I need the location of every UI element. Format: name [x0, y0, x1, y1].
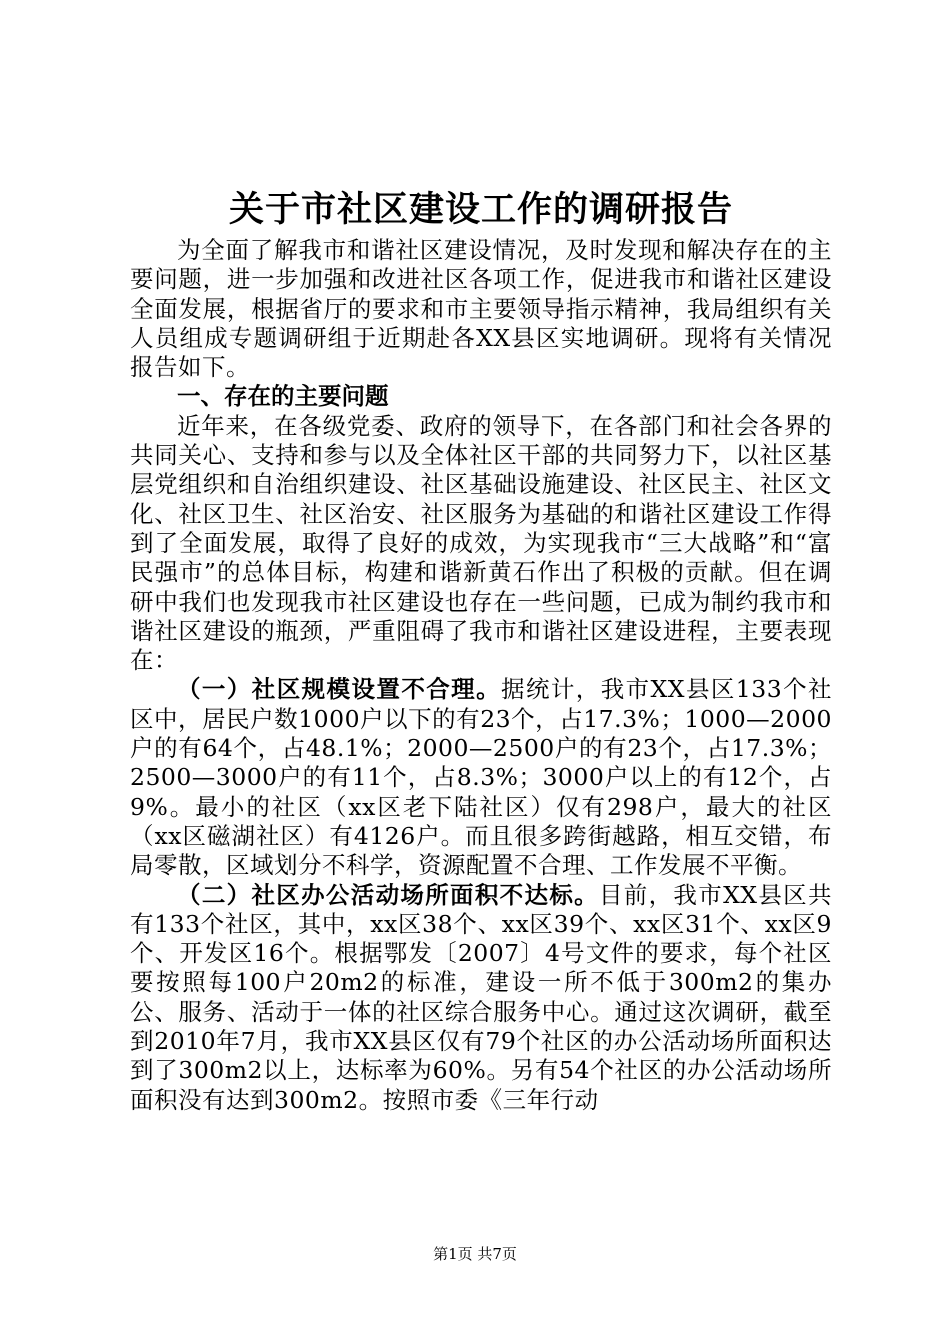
document-title: 关于市社区建设工作的调研报告 — [228, 189, 733, 230]
section-paragraph: 近年来，在各级党委、政府的领导下，在各部门和社会各界的共同关心、支持和参与以及全体社区干部的共同努力下，以社区基层党组织和自治组织建设、社区基础设施建设、社区民主、社区文化、社区卫生、社区治安、社区服务为基础的和谐社区建设工作得到了全面发展，取得了良好的成效，为实现我市“三大战略”和“富民强市”的总体目标，构建和谐新黄石作出了积极的贡献。但在调研中我们也发现我市社区建设也存在一些问题，已成为制约我市和谐社区建设的瓶颈，严重阻碍了我市和谐社区建设进程，主要表现在： — [130, 411, 832, 675]
item-paragraph-1 — [130, 675, 832, 880]
item-1-lead: （一）社区规模设置不合理。 — [177, 675, 502, 704]
item-2-text: 目前，我市XX县区共有133个社区，其中，xx区38个、xx区39个、xx区31个、xx区9个、开发区16个。根据鄂发〔2007〕4号文件的要求，每个社区要按照每100户20m2的标准，建设一所不低于300m2的集办公、服务、活动于一体的社区综合服务中心。通过这次调研，截至到2010年7月，我市XX县区仅有79个社区的办公活动场所面积达到了300m2以上，达标率为60%。另有54个社区的办公活动场所面积没有达到300m2。按照市委《三年行动 — [130, 880, 832, 1114]
page-footer: 第1页 共7页 — [433, 1245, 517, 1263]
item-paragraph-2 — [130, 881, 832, 1115]
item-2-lead: （二）社区办公活动场所面积不达标。 — [177, 880, 599, 909]
intro-paragraph: 为全面了解我市和谐社区建设情况，及时发现和解决存在的主要问题，进一步加强和改进社区各项工作，促进我市和谐社区建设全面发展，根据省厅的要求和市主要领导指示精神，我局组织有关人员组成专题调研组于近期赴各XX县区实地调研。现将有关情况报告如下。 — [130, 236, 832, 382]
document-page — [130, 186, 832, 1115]
item-1-text: 据统计，我市XX县区133个社区中，居民户数1000户以下的有23个，占17.3%；1000—2000户的有64个，占48.1%；2000—2500户的有23个，占17.3%；2500—3000户的有11个，占8.3%；3000户以上的有12个，占9%。最小的社区（xx区老下陆社区）仅有298户，最大的社区（xx区磁湖社区）有4126户。而且很多跨街越路，相互交错，布局零散，区域划分不科学，资源配置不合理、工作发展不平衡。 — [130, 675, 832, 880]
section-heading: 一、存在的主要问题 — [177, 382, 389, 411]
